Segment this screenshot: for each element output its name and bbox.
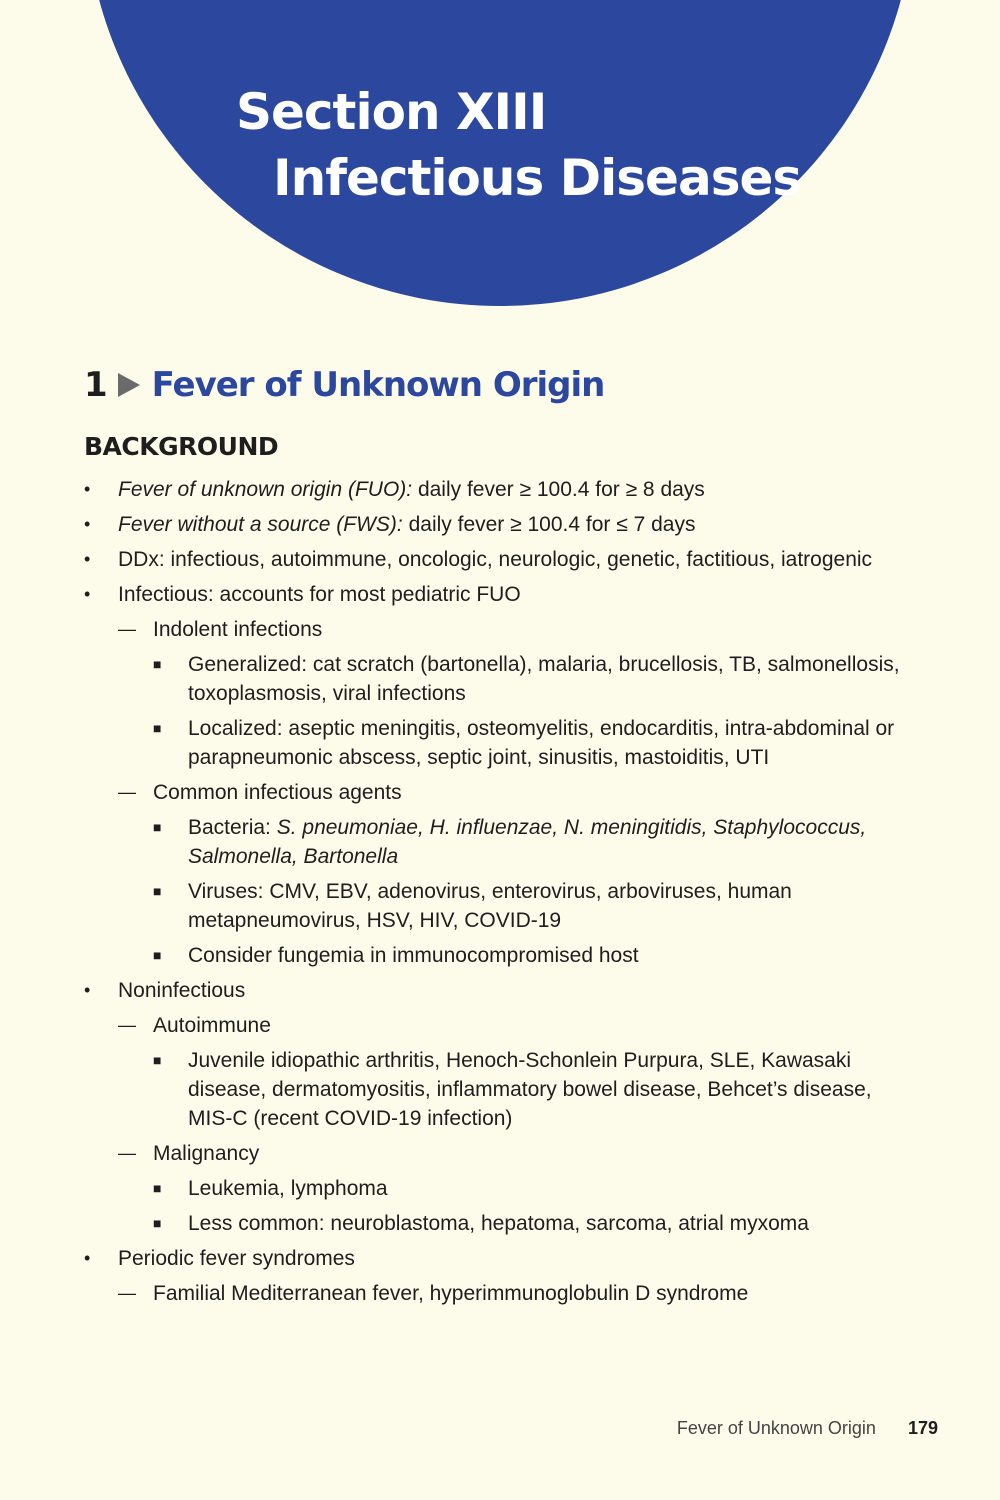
list-item [84,778,914,807]
square-marker: ■ [153,883,162,899]
item-text: Familial Mediterranean fever, hyperimmunoglobulin D syndrome [153,1282,749,1305]
background-heading: BACKGROUND [84,432,279,461]
bullet-marker: • [84,479,91,499]
bullet-marker: • [84,1248,91,1268]
list-item [84,580,914,609]
page-footer [677,1418,938,1439]
item-text: Generalized: cat scratch (bartonella), malaria, brucellosis, TB, salmonellosis, toxoplasmosis, viral infections [188,653,900,705]
list-item [84,976,914,1005]
square-marker: ■ [153,1180,162,1196]
item-text: Leukemia, lymphoma [188,1177,388,1200]
item-text: Indolent infections [153,618,323,641]
list-item [84,650,914,708]
item-text: Bacteria: [188,816,277,839]
square-marker: ■ [153,720,162,736]
running-footer-title: Fever of Unknown Origin [676,1418,876,1438]
list-item [84,1139,914,1168]
item-text: Viruses: CMV, EBV, adenovirus, enterovirus, arboviruses, human metapneumovirus, HSV, HIV, COVID-19 [188,880,792,932]
list-item [84,545,914,574]
bullet-marker: • [84,549,91,569]
list-item [84,1046,914,1133]
triangle-arrow-icon [118,373,140,397]
bullet-marker: • [84,980,91,1000]
item-text: Malignancy [153,1142,260,1165]
square-marker: ■ [153,947,162,963]
square-marker: ■ [153,1052,162,1068]
list-item [84,877,914,935]
chapter-heading [84,360,604,410]
item-text: Less common: neuroblastoma, hepatoma, sarcoma, atrial myxoma [188,1212,809,1235]
organism-names: S. pneumoniae, H. influenzae, N. meningitidis, Staphylococcus, Salmonella, Bartonella [188,816,867,868]
dash-marker: — [118,1015,136,1035]
list-item [84,1244,914,1273]
item-text: Periodic fever syndromes [118,1247,355,1270]
item-text: Noninfectious [118,979,246,1002]
chapter-number: 1 [84,365,108,405]
chapter-title: Fever of Unknown Origin [151,365,605,405]
item-text: Common infectious agents [153,781,402,804]
item-text: daily fever ≥ 100.4 for ≥ 8 days [412,478,705,501]
bullet-marker: • [84,514,91,534]
list-item [84,615,914,644]
page-number: 179 [907,1418,938,1438]
bullet-marker: • [84,584,91,604]
dash-marker: — [118,782,136,802]
section-title: Infectious Diseases [273,149,802,207]
list-item [84,510,914,539]
item-text: daily fever ≥ 100.4 for ≤ 7 days [402,513,696,536]
item-text: Localized: aseptic meningitis, osteomyelitis, endocarditis, intra-abdominal or parapneumonic abscess, septic joint, sinusitis, mastoiditis, UTI [188,717,895,769]
item-text: DDx: infectious, autoimmune, oncologic, neurologic, genetic, factitious, iatrogenic [118,548,873,571]
item-text: Consider fungemia in immunocompromised host [188,944,639,967]
dash-marker: — [118,1283,136,1303]
item-text: Infectious: accounts for most pediatric FUO [118,583,521,606]
dash-marker: — [118,1143,136,1163]
list-item [84,1174,914,1203]
list-item [84,714,914,772]
list-item [84,941,914,970]
item-text: Autoimmune [153,1014,271,1037]
list-item [84,813,914,871]
square-marker: ■ [153,1215,162,1231]
list-item [84,1279,914,1308]
term: Fever of unknown origin (FUO): [118,478,413,501]
list-item [84,1011,914,1040]
dash-marker: — [118,619,136,639]
background-list [84,475,914,1314]
square-marker: ■ [153,656,162,672]
item-text: Juvenile idiopathic arthritis, Henoch-Schonlein Purpura, SLE, Kawasaki disease, dermatomyositis, inflammatory bowel disease, Behcet’s disease, MIS-C (recent COVID-19 infection) [188,1049,872,1130]
list-item [84,1209,914,1238]
term: Fever without a source (FWS): [118,513,403,536]
square-marker: ■ [153,819,162,835]
section-number: Section XIII [236,83,547,141]
list-item [84,475,914,504]
